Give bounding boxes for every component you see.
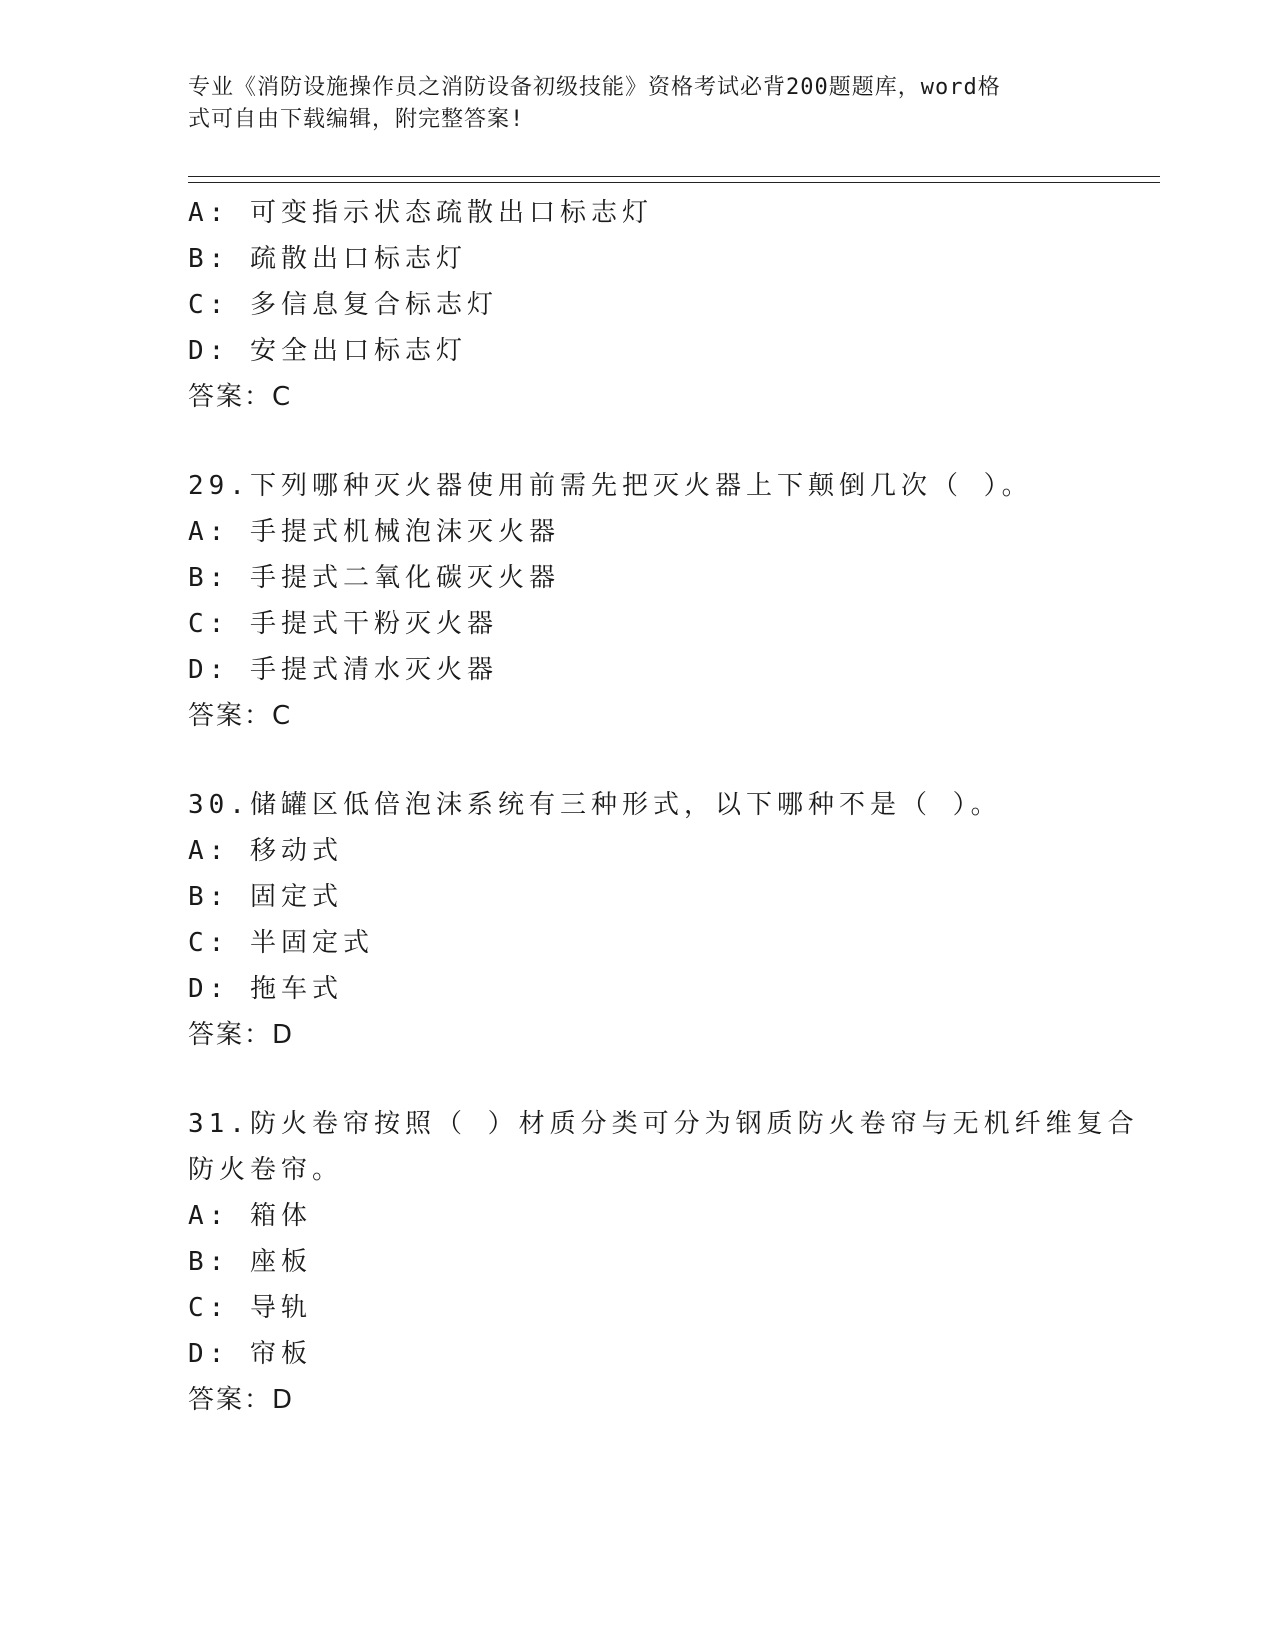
- answer-line: 答案：D: [188, 1385, 295, 1415]
- spacer: [188, 739, 1088, 782]
- question-stem: 29.下列哪种灭火器使用前需先把灭火器上下颠倒几次（ ）。: [188, 471, 1033, 501]
- question-stem: 30.储罐区低倍泡沫系统有三种形式，以下哪种不是（ ）。: [188, 790, 1002, 820]
- header-title-line-2: 式可自由下载编辑，附完整答案!: [188, 107, 525, 132]
- option-c: C: 半固定式: [188, 928, 374, 958]
- option-b: B: 疏散出口标志灯: [188, 244, 467, 274]
- header-title-line-1: 专业《消防设施操作员之消防设备初级技能》资格考试必背200题题库，word格: [188, 75, 1001, 100]
- option-a: A: 手提式机械泡沫灭火器: [188, 517, 560, 547]
- spacer: [188, 420, 1088, 463]
- document-header: [188, 72, 1078, 136]
- option-d: D: 手提式清水灭火器: [188, 655, 498, 685]
- option-b: B: 固定式: [188, 882, 343, 912]
- option-a: A: 箱体: [188, 1201, 312, 1231]
- option-c: C: 多信息复合标志灯: [188, 290, 498, 320]
- question-31: [188, 1101, 1139, 1423]
- answer-line: 答案：C: [188, 382, 293, 412]
- question-list: [188, 190, 1139, 1423]
- header-divider-top: [188, 176, 1160, 177]
- question-stem-line-1: 31.防火卷帘按照（ ）材质分类可分为钢质防火卷帘与无机纤维复合: [188, 1109, 1139, 1139]
- spacer: [188, 1058, 1088, 1101]
- question-stem-line-2: 防火卷帘。: [188, 1155, 344, 1185]
- option-a: A: 可变指示状态疏散出口标志灯: [188, 198, 653, 228]
- question-30: [188, 782, 1088, 1058]
- option-c: C: 导轨: [188, 1293, 312, 1323]
- option-d: D: 帘板: [188, 1339, 312, 1369]
- option-b: B: 座板: [188, 1247, 312, 1277]
- option-a: A: 移动式: [188, 836, 343, 866]
- option-d: D: 拖车式: [188, 974, 343, 1004]
- answer-line: 答案：C: [188, 701, 293, 731]
- answer-line: 答案：D: [188, 1020, 295, 1050]
- option-b: B: 手提式二氧化碳灭火器: [188, 563, 560, 593]
- option-d: D: 安全出口标志灯: [188, 336, 467, 366]
- question-fragment: [188, 190, 1088, 420]
- question-29: [188, 463, 1088, 739]
- header-divider-bottom: [188, 182, 1160, 183]
- option-c: C: 手提式干粉灭火器: [188, 609, 498, 639]
